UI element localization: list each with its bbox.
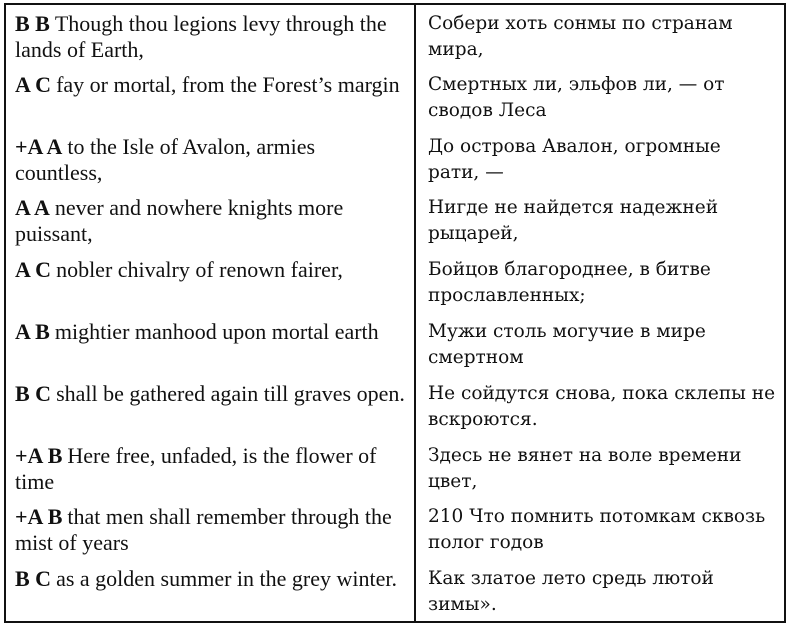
- russian-cell: [415, 66, 785, 128]
- english-cell: [5, 251, 415, 313]
- russian-line: Нигде не найдется надежней рыцарей,: [428, 197, 719, 245]
- english-line: nobler chivalry of renown fairer,: [56, 257, 343, 283]
- alliteration-tag: A C: [15, 71, 52, 97]
- verse-table-body: [5, 4, 785, 622]
- russian-line: Бойцов благороднее, в битве прославленных;: [428, 259, 711, 307]
- alliteration-tag: B B: [15, 11, 50, 36]
- alliteration-tag: B C: [15, 566, 52, 592]
- table-row: [5, 128, 785, 190]
- table-row: [5, 375, 785, 437]
- english-line: mightier manhood upon mortal earth: [54, 318, 379, 344]
- english-line: never and nowhere knights more puissant,: [15, 195, 344, 247]
- russian-cell: [415, 375, 785, 437]
- english-cell: [5, 437, 415, 499]
- table-row: [5, 313, 785, 375]
- english-line: fay or mortal, from the Forest’s margin: [56, 71, 400, 97]
- english-cell: [5, 66, 415, 128]
- english-line: that men shall remember through the mist of years: [15, 504, 392, 556]
- alliteration-tag: B C: [15, 380, 52, 406]
- english-line: shall be gathered again till graves open.: [56, 380, 405, 406]
- russian-cell: [415, 498, 785, 560]
- alliteration-tag: +A B: [15, 442, 63, 468]
- table-row: [5, 66, 785, 128]
- alliteration-tag: +A A: [15, 133, 63, 159]
- russian-line: До острова Авалон, огромные рати, —: [428, 135, 721, 183]
- english-cell: [5, 498, 415, 560]
- russian-line: Смертных ли, эльфов ли, — от сводов Леса: [428, 73, 725, 121]
- table-row: [5, 4, 785, 66]
- russian-cell: [415, 560, 785, 622]
- alliteration-tag: A A: [15, 195, 50, 221]
- russian-line: Мужи столь могучие в мире смертном: [428, 320, 706, 368]
- table-row: [5, 498, 785, 560]
- alliteration-tag: A C: [15, 257, 52, 283]
- russian-cell: [415, 4, 785, 66]
- alliteration-tag: A B: [15, 318, 50, 344]
- russian-cell: [415, 437, 785, 499]
- russian-cell: [415, 313, 785, 375]
- english-line: as a golden summer in the grey winter.: [56, 566, 397, 592]
- russian-cell: [415, 189, 785, 251]
- russian-line: Не сойдутся снова, пока склепы не вскроются.: [428, 382, 776, 430]
- english-line: Here free, unfaded, is the flower of time: [15, 442, 377, 494]
- english-line: to the Isle of Avalon, armies countless,: [15, 133, 316, 185]
- english-line: Though thou legions levy through the lands of Earth,: [15, 11, 387, 62]
- table-row: [5, 560, 785, 622]
- english-cell: [5, 375, 415, 437]
- table-row: [5, 437, 785, 499]
- alliteration-tag: +A B: [15, 504, 63, 530]
- table-row: [5, 251, 785, 313]
- russian-cell: [415, 251, 785, 313]
- english-cell: [5, 128, 415, 190]
- russian-line: Как златое лето средь лютой зимы».: [428, 568, 714, 616]
- english-cell: [5, 560, 415, 622]
- table-row: [5, 189, 785, 251]
- verse-comparison-table: [4, 3, 786, 623]
- russian-line: 210 Что помнить потомкам сквозь полог годов: [428, 506, 766, 554]
- english-cell: [5, 4, 415, 66]
- russian-cell: [415, 128, 785, 190]
- english-cell: [5, 313, 415, 375]
- russian-line: Собери хоть сонмы по странам мира,: [428, 13, 733, 60]
- russian-line: Здесь не вянет на воле времени цвет,: [428, 444, 742, 492]
- english-cell: [5, 189, 415, 251]
